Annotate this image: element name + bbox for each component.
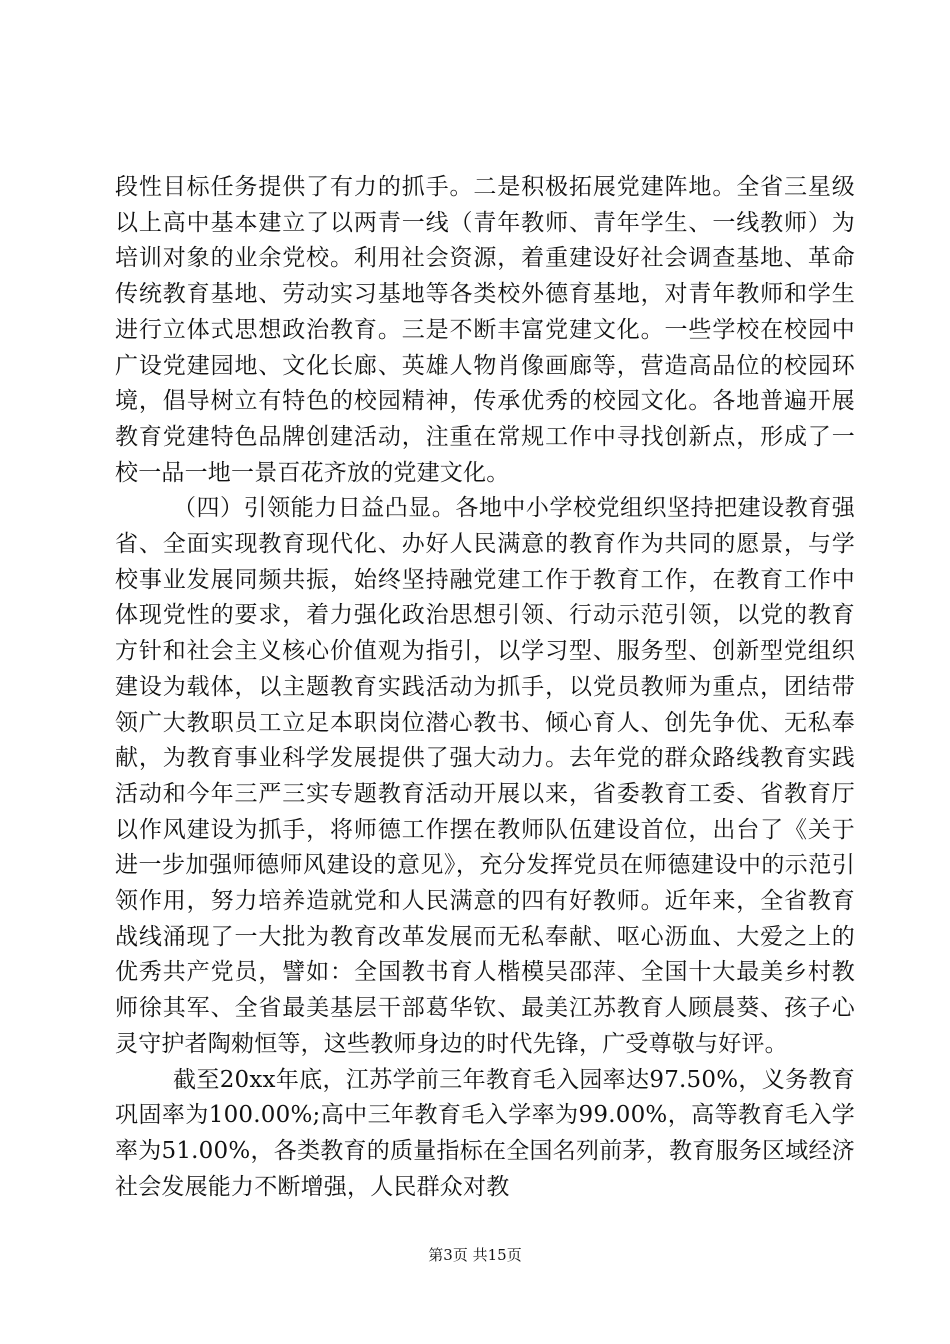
paragraph-3: 截至20xx年底，江苏学前三年教育毛入园率达97.50%，义务教育巩固率为100.00%;高中三年教育毛入学率为99.00%，高等教育毛入学率为51.00%，各类教育的质量指标在全国名列前茅，教育服务区域经济社会发展能力不断增强，人民群众对教 bbox=[115, 1066, 855, 1200]
document-body bbox=[115, 170, 855, 1205]
paragraph-2: （四）引领能力日益凸显。各地中小学校党组织坚持把建设教育强省、全面实现教育现代化、办好人民满意的教育作为共同的愿景，与学校事业发展同频共振，始终坚持融党建工作于教育工作，在教育工作中体现党性的要求，着力强化政治思想引领、行动示范引领，以党的教育方针和社会主义核心价值观为指引，以学习型、服务型、创新型党组织建设为载体，以主题教育实践活动为抓手，以党员教师为重点，团结带领广大教职员工立足本职岗位潜心教书、倾心育人、创先争优、无私奉献，为教育事业科学发展提供了强大动力。去年党的群众路线教育实践活动和今年三严三实专题教育活动开展以来，省委教育工委、省教育厅以作风建设为抓手，将师德工作摆在教师队伍建设首位，出台了《关于进一步加强师德师风建设的意见》，充分发挥党员在师德建设中的示范引领作用，努力培养造就党和人民满意的四有好教师。近年来，全省教育战线涌现了一大批为教育改革发展而无私奉献、呕心沥血、大爱之上的优秀共产党员，譬如：全国教书育人楷模吴邵萍、全国十大最美乡村教师徐其军、全省最美基层干部葛华钦、最美江苏教育人顾晨葵、孩子心灵守护者陶勑恒等，这些教师身边的时代先锋，广受尊敬与好评。 bbox=[115, 495, 855, 1057]
paragraph-1: 段性目标任务提供了有力的抓手。二是积极拓展党建阵地。全省三星级以上高中基本建立了以两青一线（青年教师、青年学生、一线教师）为培训对象的业余党校。利用社会资源，着重建设好社会调查基地、革命传统教育基地、劳动实习基地等各类校外德育基地，对青年教师和学生进行立体式思想政治教育。三是不断丰富党建文化。一些学校在校园中广设党建园地、文化长廊、英雄人物肖像画廊等，营造高品位的校园环境，倡导树立有特色的校园精神，传承优秀的校园文化。各地普遍开展教育党建特色品牌创建活动，注重在常规工作中寻找创新点，形成了一校一品一地一景百花齐放的党建文化。 bbox=[115, 174, 855, 486]
page-number-footer: 第3页 共15页 bbox=[428, 1246, 522, 1264]
